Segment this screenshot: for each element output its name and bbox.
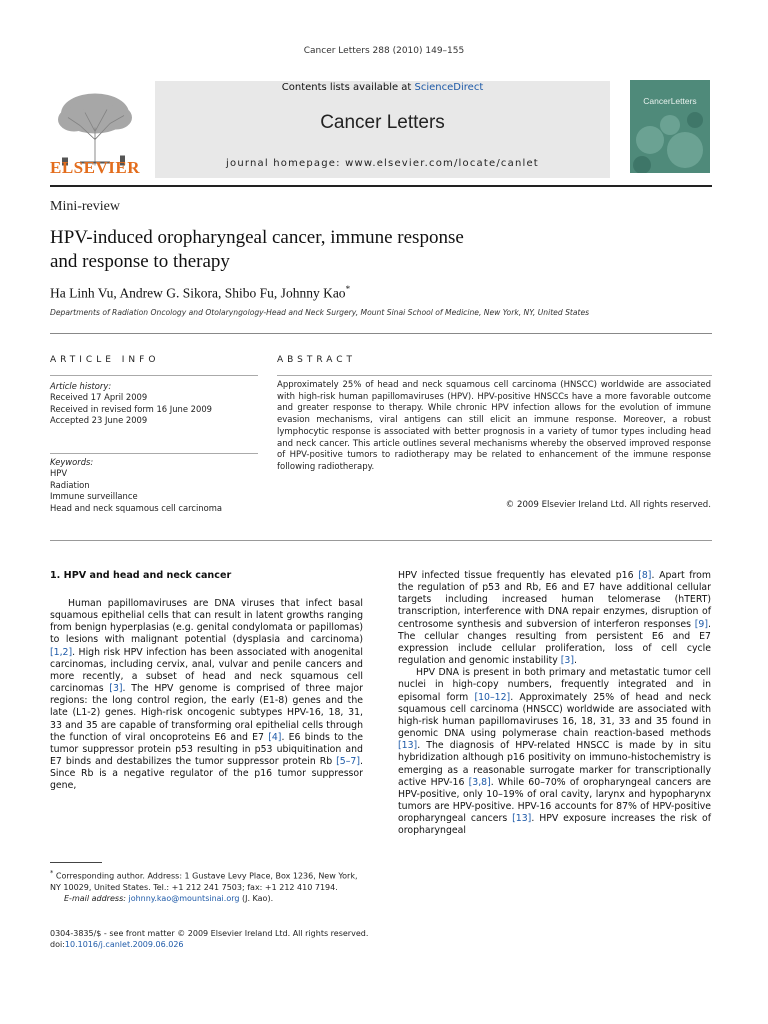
- history-revised: Received in revised form 16 June 2009: [50, 403, 212, 414]
- keyword-item: Radiation: [50, 479, 90, 490]
- text-run: . While 60–70% of oropharyngeal cancers are HPV-positive, only 10–19% of oral cavity, larynx and hypopharynx tumors are HPV-positive. HPV-16 accounts for 87% of HPV-positive oropharyngeal cancers: [398, 776, 711, 825]
- abstract-bottom-rule: [50, 540, 712, 541]
- email-suffix: (J. Kao).: [239, 894, 274, 904]
- citation-link[interactable]: [5–7]: [336, 756, 361, 768]
- abstract-text: Approximately 25% of head and neck squamous cell carcinoma (HNSCC) worldwide are associated with high-risk human papillomaviruses (HPV). HPV-positive HNSCCs have a more favorable outcome and greater response to therapy. While chronic HPV infection allows for the evolution of immune evasion mechanisms, viral antigens can still elicit an immune response. Moreover, a robust lymphocytic response is associated with better prognosis in a variety of tumor types including head and neck cancer. This article outlines several mechanisms whereby the observed improved response of HPV-positive tumors to radiotherapy may be related to enhancement of the immune response following radiotherapy.: [277, 380, 711, 472]
- cover-title: CancerLetters: [643, 96, 697, 106]
- doi-line: [50, 939, 450, 950]
- journal-homepage[interactable]: journal homepage: www.elsevier.com/locate/canlet: [226, 158, 539, 169]
- doi-prefix: doi:: [50, 940, 65, 950]
- journal-title: Cancer Letters: [320, 112, 445, 133]
- keyword-item: Immune surveillance: [50, 491, 138, 502]
- title-rule: [50, 333, 712, 334]
- authors-names: Ha Linh Vu, Andrew G. Sikora, Shibo Fu, Johnny Kao: [50, 285, 346, 301]
- history-received: Received 17 April 2009: [50, 392, 148, 403]
- author-list: [50, 284, 350, 302]
- text-run: HPV infected tissue frequently has elevated p16: [398, 570, 639, 581]
- text-run: HPV DNA is present in both primary and metastatic tumor cell nuclei in high-copy numbers, frequently integrated and in episomal form: [398, 667, 711, 703]
- text-run: . The HPV genome is comprised of three major regions: the long control region, the early (E1-8) genes and the late (L1-2) genes. High-risk oncogenic subtypes HPV-16, 18, 31, 33 and 35 are capable of transforming oral epithelial cells through the function of viral oncoproteins E6 and E7: [50, 683, 363, 743]
- elsevier-wordmark: ELSEVIER: [50, 158, 140, 177]
- footnote-address: [50, 868, 363, 893]
- citation-link[interactable]: [1,2]: [50, 646, 73, 658]
- cover-pattern-icon: [630, 80, 710, 173]
- abstract-heading: ABSTRACT: [277, 355, 357, 365]
- sciencedirect-link[interactable]: ScienceDirect: [414, 82, 484, 93]
- text-run: Human papillomaviruses are DNA viruses that infect basal squamous epithelial cells that can result in latent growths ranging from benign hyperplasias (e.g. genital condylomata or papillomas) to lesions with malignant potential (dysplasia and carcinoma): [50, 598, 363, 646]
- text-run: . Since Rb is a negative regulator of the p16 tumor suppressor gene,: [50, 756, 363, 792]
- body-column-left: [50, 598, 363, 793]
- author-email-link[interactable]: johnny.kao@mountsinai.org: [128, 894, 240, 904]
- citation-link[interactable]: [9]: [694, 618, 709, 630]
- text-run: . Apart from the regulation of p53 and Rb, E6 and E7 have additional cellular targets including increased human telomerase (hTERT) transcription, interference with DNA repair enzymes, disruption of centrosome synthesis and subversion of interferon responses: [398, 570, 712, 630]
- citation-link[interactable]: [13]: [398, 740, 418, 752]
- header-rule: [50, 185, 712, 187]
- article-title-line-2: and response to therapy: [50, 251, 230, 272]
- email-label: E-mail address:: [64, 894, 129, 904]
- citation-link[interactable]: [10–12]: [474, 691, 511, 703]
- citation-link[interactable]: [8]: [638, 570, 652, 581]
- citation-link[interactable]: [3]: [109, 683, 123, 695]
- section-1-heading: 1. HPV and head and neck cancer: [50, 570, 232, 581]
- contents-prefix: Contents lists available at: [281, 82, 415, 93]
- body-column-right: [398, 570, 711, 837]
- front-matter-footer: [50, 928, 450, 951]
- citation-link[interactable]: [3,8]: [468, 776, 491, 788]
- journal-citation: Cancer Letters 288 (2010) 149–155: [303, 46, 465, 56]
- body-paragraph: [398, 570, 711, 667]
- history-label: Article history:: [50, 381, 112, 391]
- journal-cover-image: [630, 80, 710, 173]
- citation-link[interactable]: [3]: [560, 655, 575, 667]
- history-accepted: Accepted 23 June 2009: [50, 415, 148, 426]
- abstract-rule: [277, 375, 712, 376]
- corresponding-author-mark[interactable]: *: [345, 284, 351, 294]
- author-affiliation: Departments of Radiation Oncology and Otolaryngology-Head and Neck Surgery, Mount Sinai School of Medicine, New York, NY, United States: [50, 308, 590, 317]
- text-run: . E6 binds to the tumor suppressor protein p53 resulting in p53 ubiquitination and E7 binds and destabilizes the tumor suppressor protein Rb: [50, 731, 363, 768]
- keyword-item: HPV: [50, 468, 68, 479]
- text-run: . Approximately 25% of head and neck squamous cell carcinoma (HNSCC) worldwide are associated with high-risk human papillomaviruses 16, 18, 31, 33 and 35 found in genomic DNA using polymerase chain reaction-based methods: [398, 691, 711, 740]
- text-run: .: [574, 655, 577, 667]
- body-paragraph: [398, 667, 711, 837]
- footnote-mark: *: [50, 869, 54, 877]
- footnote-rule: [50, 862, 102, 863]
- text-run: . The diagnosis of HPV-related HNSCC is made by in situ hybridization although p16 positivity on immuno-histochemistry is emerging as a reasonable surrogate marker for transcriptionally active HPV-16: [398, 740, 711, 788]
- abstract-copyright: © 2009 Elsevier Ireland Ltd. All rights reserved.: [505, 500, 711, 510]
- corresponding-author-footnote: [50, 868, 363, 905]
- article-title-line-1: HPV-induced oropharyngeal cancer, immune response: [50, 227, 464, 248]
- contents-availability: [155, 82, 610, 93]
- footnote-text: Corresponding author. Address: 1 Gustave Levy Place, Box 1236, New York, NY 10029, United States. Tel.: +1 212 241 7503; fax: +1 212 410 7194.: [50, 871, 358, 893]
- citation-link[interactable]: [4]: [268, 731, 282, 743]
- text-run: . High risk HPV infection has been associated with anogenital carcinomas, including cervix, anal, vulvar and penile cancers and more recently, a subset of head and neck squamous cell carcinomas: [50, 646, 363, 695]
- footnote-email-line: [50, 893, 363, 904]
- text-run: . HPV exposure increases the risk of oropharyngeal: [398, 813, 712, 837]
- body-paragraph: [50, 598, 363, 793]
- text-run: . The cellular changes resulting from persistent E6 and E7 expression include cellular proliferation, loss of cell cycle regulation and genomic instability: [398, 618, 711, 667]
- article-info-heading: ARTICLE INFO: [50, 355, 160, 365]
- article-history: [50, 381, 258, 427]
- keywords-list: [50, 457, 258, 514]
- citation-link[interactable]: [13]: [512, 813, 532, 825]
- keyword-item: Head and neck squamous cell carcinoma: [50, 502, 223, 513]
- keywords-rule: [50, 453, 258, 454]
- keywords-label: Keywords:: [50, 457, 94, 467]
- front-matter-text: 0304-3835/$ - see front matter © 2009 Elsevier Ireland Ltd. All rights reserved.: [50, 929, 369, 938]
- article-title: [50, 226, 610, 274]
- info-rule: [50, 375, 258, 376]
- doi-link[interactable]: 10.1016/j.canlet.2009.06.026: [64, 940, 184, 950]
- article-section-tag: Mini-review: [50, 199, 120, 214]
